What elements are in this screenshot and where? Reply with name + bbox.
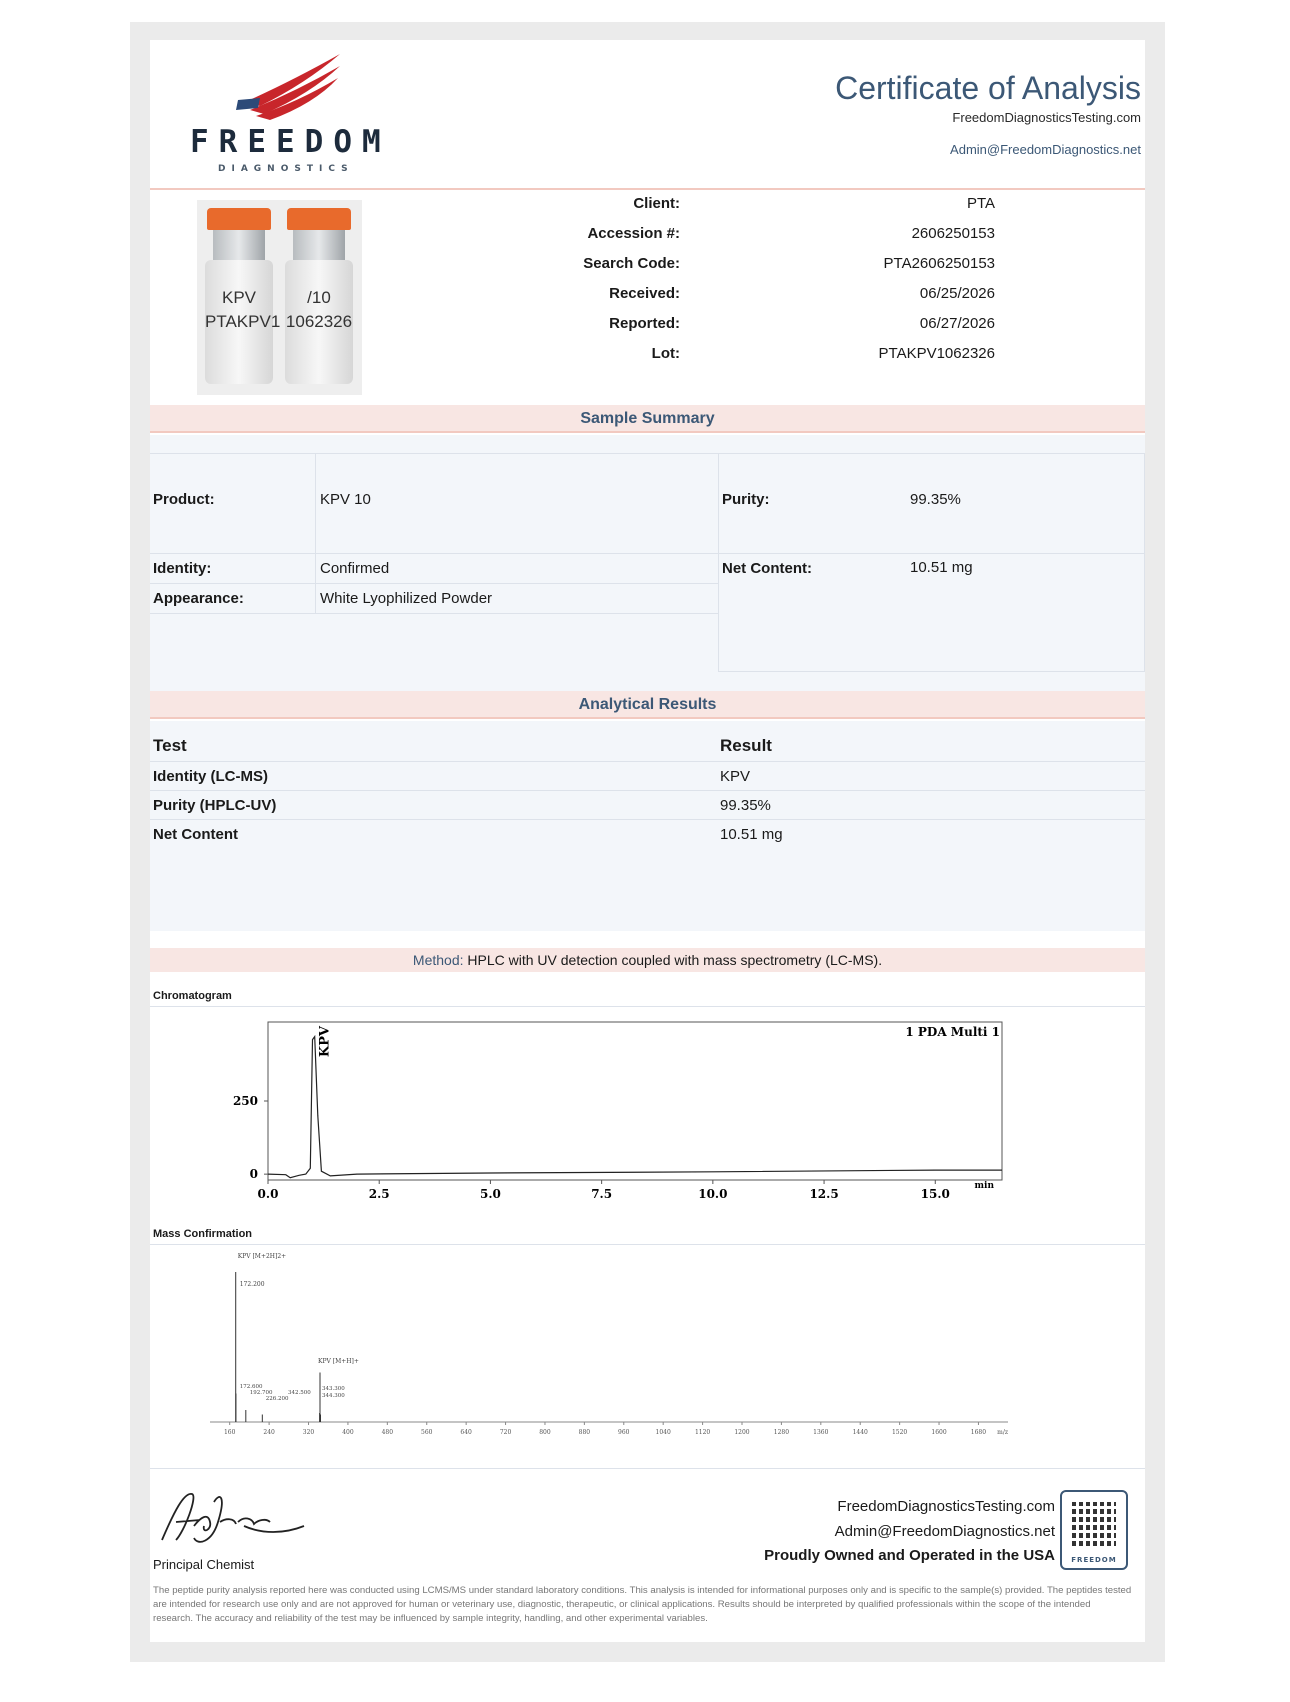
x-tick-label: 640	[460, 1429, 472, 1436]
x-tick-label: 720	[499, 1429, 512, 1436]
test-name: Identity (LC-MS)	[153, 768, 268, 785]
vial-left	[203, 208, 281, 386]
identity-value: Confirmed	[320, 560, 390, 577]
accession-label: Accession #:	[587, 225, 680, 242]
x-tick-label: 960	[618, 1429, 630, 1436]
x-tick-label: 1120	[694, 1429, 711, 1436]
x-tick-label: 560	[421, 1429, 433, 1436]
received-value: 06/25/2026	[919, 285, 995, 302]
footer-website[interactable]: FreedomDiagnosticsTesting.com	[837, 1498, 1055, 1515]
search-code-label: Search Code:	[583, 255, 680, 272]
product-value: KPV 10	[320, 491, 371, 508]
x-tick-label: 880	[578, 1429, 591, 1436]
footer-rule	[150, 1468, 1145, 1469]
mass-confirmation-title: Mass Confirmation	[153, 1228, 253, 1240]
peak-value-label: 226.200	[265, 1396, 289, 1402]
analytical-results-panel	[150, 721, 1145, 931]
footer-email[interactable]: Admin@FreedomDiagnostics.net	[834, 1523, 1055, 1540]
x-tick-label: 0.0	[257, 1187, 279, 1201]
x-tick-label: 1440	[852, 1429, 868, 1436]
identity-label: Identity:	[153, 560, 212, 577]
signer-role: Principal Chemist	[153, 1557, 255, 1572]
vial-right-label-line1: /10	[307, 288, 331, 307]
peak-value-label: 172.200	[239, 1281, 265, 1288]
x-axis-unit: min	[974, 1181, 994, 1191]
appearance-value: White Lyophilized Powder	[320, 590, 493, 607]
x-tick-label: 400	[342, 1429, 354, 1436]
vial-right	[283, 208, 355, 386]
y-tick-label: 0	[249, 1167, 258, 1182]
header-divider	[150, 188, 1145, 190]
purity-label: Purity:	[722, 491, 770, 508]
purity-value: 99.35%	[910, 491, 961, 508]
appearance-label: Appearance:	[153, 590, 244, 607]
method-bar	[150, 948, 1145, 972]
peak-value-label: 343.300	[321, 1386, 345, 1392]
test-name: Net Content	[153, 826, 238, 843]
net-content-label: Net Content:	[722, 560, 812, 577]
series-line	[268, 1037, 1002, 1178]
vial-left-label-line1: KPV	[221, 288, 257, 307]
x-tick-label: 2.5	[368, 1187, 390, 1201]
x-tick-label: 10.0	[698, 1187, 728, 1201]
x-tick-label: 1040	[655, 1429, 671, 1436]
client-label: Client:	[633, 195, 680, 212]
disclaimer: The peptide purity analysis reported here was conducted using LCMS/MS under standard laboratory conditions. This analysis is intended for informational purposes only and is specific to the sample(s) provided. The peptides tested are intended for research use only and are not approved for human or veterinary use, diagnostic, therapeutic, or clinical applications. Results should be interpreted by qualified professionals within the scope of the intended research. The accuracy and reliability of the test may be influenced by sample integrity, handling, and other experimental variables.	[153, 1585, 1132, 1624]
chromatogram-chart	[150, 1008, 1145, 1208]
reported-value: 06/27/2026	[919, 315, 995, 332]
y-tick-label: 250	[232, 1094, 258, 1108]
peak-value-label: 172.600	[239, 1384, 263, 1390]
signature	[154, 1482, 314, 1552]
net-content-value: 10.51 mg	[910, 559, 973, 576]
mass-spectrum-chart	[150, 1246, 1145, 1456]
accession-value: 2606250153	[911, 225, 995, 242]
received-label: Received:	[609, 285, 680, 302]
footer-tagline: Proudly Owned and Operated in the USA	[764, 1547, 1055, 1564]
brand-subtitle: DIAGNOSTICS	[218, 164, 354, 174]
test-result: 99.35%	[720, 797, 771, 814]
peak-value-label: 192.700	[249, 1390, 273, 1396]
chromatogram-rule	[150, 1006, 1145, 1007]
peak-value-label: 342.500	[287, 1390, 311, 1396]
x-tick-label: 1680	[970, 1429, 987, 1436]
x-tick-label: 1360	[813, 1429, 829, 1436]
col-result-header: Result	[720, 736, 772, 755]
x-tick-label: 7.5	[591, 1187, 613, 1201]
lot-value: PTAKPV1062326	[878, 345, 995, 362]
table-row	[150, 791, 1145, 820]
page-title: Certificate of Analysis	[835, 70, 1141, 106]
x-tick-label: 1600	[931, 1429, 947, 1436]
x-tick-label: 240	[263, 1429, 275, 1436]
method-text: HPLC with UV detection coupled with mass spectrometry (LC-MS).	[467, 952, 883, 968]
peak-value-label: 344.300	[321, 1393, 345, 1399]
x-tick-label: 800	[539, 1429, 551, 1436]
lot-label: Lot:	[651, 345, 680, 362]
brand-name: FREEDOM	[190, 124, 391, 160]
peak-label: KPV [M+H]+	[317, 1358, 359, 1365]
header-website[interactable]: FreedomDiagnosticsTesting.com	[952, 110, 1141, 125]
table-row	[150, 762, 1145, 791]
x-tick-label: 320	[302, 1429, 315, 1436]
x-tick-label: 15.0	[920, 1187, 950, 1201]
legend-label: 1 PDA Multi 1	[905, 1025, 1000, 1039]
search-code-value: PTA2606250153	[883, 255, 995, 272]
x-tick-label: 5.0	[479, 1187, 501, 1201]
plot-frame	[268, 1022, 1002, 1180]
results-header-row	[150, 733, 1145, 762]
freedom-logo	[190, 52, 390, 172]
peak-label: KPV [M+2H]2+	[237, 1253, 287, 1260]
test-name: Purity (HPLC-UV)	[153, 797, 277, 814]
vial-left-label-line2: PTAKPV1	[205, 312, 281, 331]
method-label: Method:	[412, 952, 464, 968]
x-axis-unit: m/z	[997, 1429, 1008, 1436]
test-result: 10.51 mg	[720, 826, 783, 843]
reported-label: Reported:	[609, 315, 680, 332]
product-label: Product:	[153, 491, 215, 508]
sample-summary-header: Sample Summary	[150, 405, 1145, 433]
client-value: PTA	[966, 195, 995, 212]
flag-swoosh-icon	[190, 52, 390, 122]
certificate-page	[150, 40, 1145, 1642]
x-tick-label: 1200	[734, 1429, 750, 1436]
vial-right-label-line2: 1062326	[285, 312, 353, 331]
x-tick-label: 1280	[773, 1429, 790, 1436]
sample-summary-panel	[150, 435, 1145, 711]
x-tick-label: 480	[381, 1429, 394, 1436]
x-tick-label: 160	[223, 1429, 236, 1436]
product-photo	[197, 200, 362, 395]
chromatogram-title: Chromatogram	[153, 990, 232, 1002]
test-result: KPV	[720, 768, 751, 785]
peak-label: KPV	[317, 1026, 333, 1058]
header-email[interactable]: Admin@FreedomDiagnostics.net	[950, 142, 1141, 157]
x-tick-label: 12.5	[809, 1187, 839, 1201]
table-row	[150, 820, 1145, 849]
col-test-header: Test	[153, 736, 187, 755]
qr-code[interactable]	[1060, 1490, 1128, 1570]
analytical-results-header: Analytical Results	[150, 691, 1145, 719]
qr-code-icon	[1072, 1502, 1116, 1546]
qr-label: FREEDOM	[1071, 1556, 1117, 1564]
x-tick-label: 1520	[891, 1429, 908, 1436]
mass-confirmation-rule	[150, 1244, 1145, 1245]
